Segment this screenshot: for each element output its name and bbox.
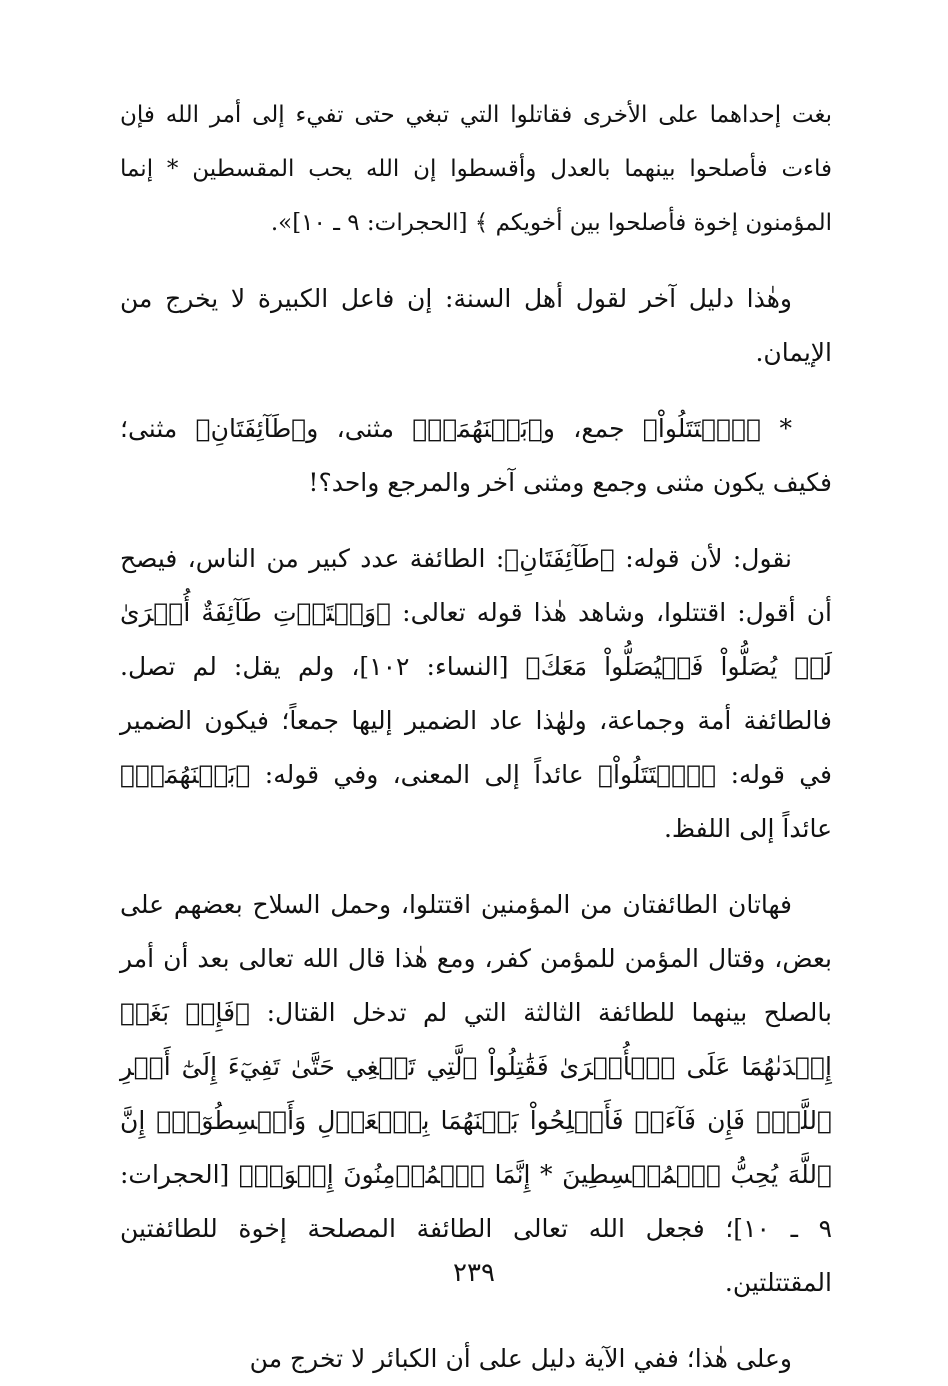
paragraph-two-groups: فهاتان الطائفتان من المؤمنين اقتتلوا، وحمل السلاح بعضهم على بعض، وقتال المؤمن للمؤمن كفر، ومع هٰذا قال الله تعالى بعد أن أمر بالصلح بينهما للطائفة الثالثة التي لم تدخل القتال: ﴿فَإِنۢ بَغَتۡ إِحۡدَىٰهُمَا عَلَى ٱلۡأُخۡرَىٰ فَقَٰتِلُواْ ٱلَّتِي تَبۡغِي حَتَّىٰ تَفِيٓءَ إِلَىٰٓ أَمۡرِ ٱللَّهِۚ فَإِن فَآءَتۡ فَأَصۡلِحُواْ بَيۡنَهُمَا بِٱلۡعَدۡلِ وَأَقۡسِطُوٓاْۖ إِنَّ ٱللَّهَ يُحِبُّ ٱلۡمُقۡسِطِينَ * إِنَّمَا ٱلۡمُؤۡمِنُونَ إِخۡوَةٞ﴾ [الحجرات: ٩ ـ ١٠]؛ فجعل الله تعالى الطائفة المصلحة إخوة للطائفتين المقتتلتين. [120,890,833,1297]
page-number: ٢٣٩ [453,1258,495,1288]
page-body [120,88,832,1386]
paragraph-question: * ﴿ٱقۡتَتَلُواْ﴾ جمع، و﴿بَيۡنَهُمَاۖ﴾ مثنى، و﴿طَآئِفَتَانِ﴾ مثنى؛ فكيف يكون مثنى وجمع ومثنى آخر والمرجع واحد؟! [120,414,832,497]
verse-continuation: بغت إحداهما على الأخرى فقاتلوا التي تبغي حتى تفيء إلى أمر الله فإن فاءت فأصلحوا بينهما بالعدل وأقسطوا إن الله يحب المقسطين * إنما المؤمنون إخوة فأصلحوا بين أخويكم ﴾ [الحجرات: ٩ ـ ١٠]». [120,102,832,236]
paragraph-answer: نقول: لأن قوله: ﴿طَآئِفَتَانِ﴾: الطائفة عدد كبير من الناس، فيصح أن أقول: اقتتلوا، وشاهد هٰذا قوله تعالى: ﴿وَلۡتَأۡتِ طَآئِفَةٌ أُخۡرَىٰ لَمۡ يُصَلُّواْ فَلۡيُصَلُّواْ مَعَكَ﴾ [النساء: ١٠٢]، ولم يقل: لم تصل. فالطائفة أمة وجماعة، ولهٰذا عاد الضمير إليها جمعاً؛ فيكون الضمير في قوله: ﴿ٱقۡتَتَلُواْ﴾ عائداً إلى المعنى، وفي قوله: ﴿بَيۡنَهُمَاۖ﴾ عائداً إلى اللفظ. [120,544,833,843]
paragraph-evidence: وهٰذا دليل آخر لقول أهل السنة: إن فاعل الكبيرة لا يخرج من الإيمان. [120,284,832,367]
paragraph-conclusion: وعلى هٰذا؛ ففي الآية دليل على أن الكبائر لا تخرج من [249,1344,792,1373]
